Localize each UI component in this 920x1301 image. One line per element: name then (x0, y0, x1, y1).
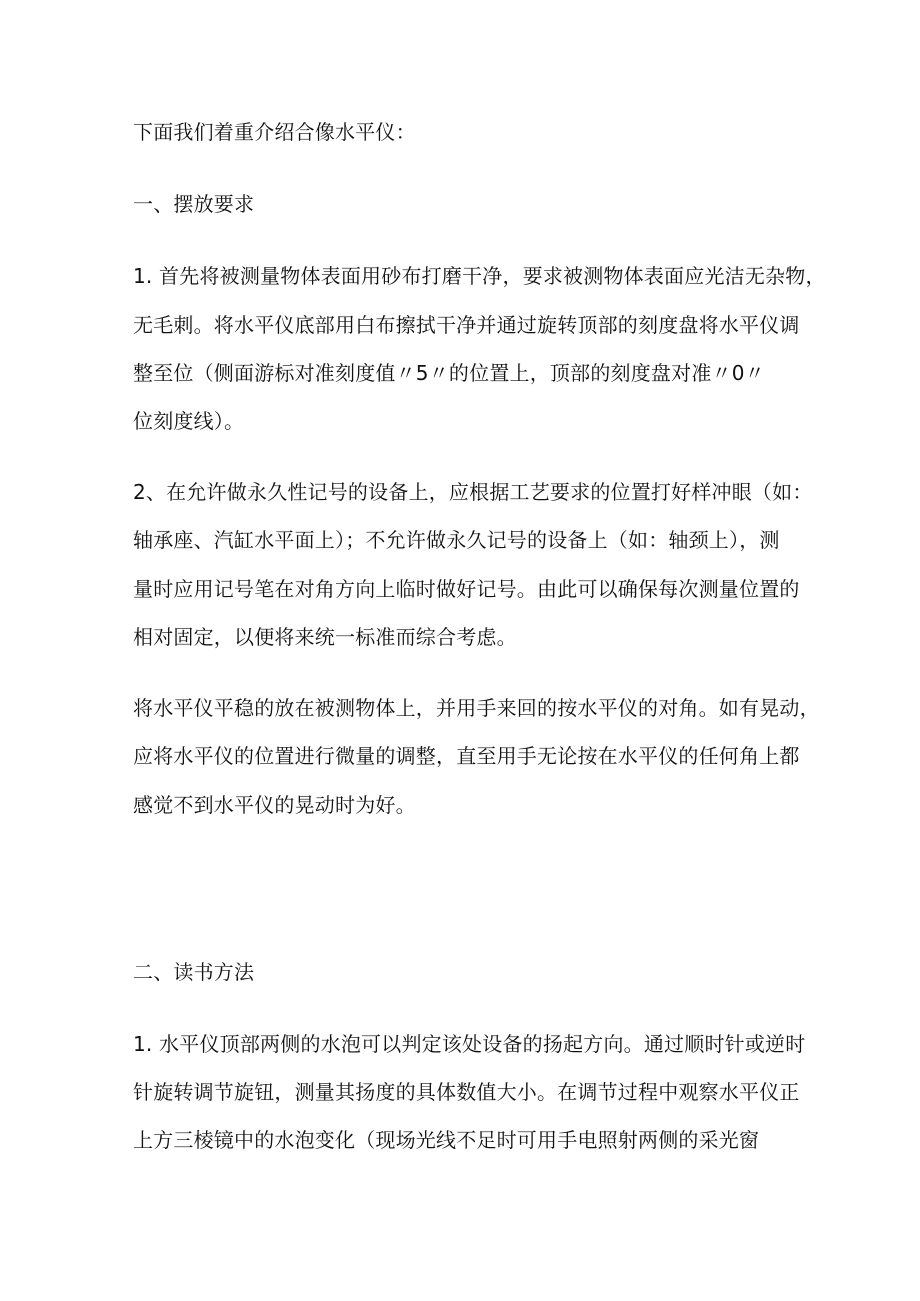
paragraph-line: 1. 水平仪顶部两侧的水泡可以判定该处设备的扬起方向。通过顺时针或逆时 (133, 1032, 806, 1056)
paragraph-line: 针旋转调节旋钮，测量其扬度的具体数值大小。在调节过程中观察水平仪正 (133, 1080, 800, 1104)
section1-heading: 一、摆放要求 (133, 192, 255, 216)
paragraph-line: 上方三棱镜中的水泡变化（现场光线不足时可用手电照射两侧的采光窗 (133, 1128, 760, 1152)
paragraph-line: 1. 首先将被测量物体表面用砂布打磨干净，要求被测物体表面应光洁无杂物， (133, 264, 826, 288)
paragraph-line: 相对固定，以便将来统一标准而综合考虑。 (133, 625, 517, 649)
paragraph-line: 将水平仪平稳的放在被测物体上，并用手来回的按水平仪的对角。如有晃动， (133, 696, 820, 720)
paragraph-line: 无毛刺。将水平仪底部用白布擦拭干净并通过旋转顶部的刻度盘将水平仪调 (133, 313, 800, 337)
paragraph-line: 位刻度线）。 (133, 409, 245, 433)
paragraph-line: 整至位（侧面游标对准刻度值〃5〃的位置上，顶部的刻度盘对准〃0〃 (133, 361, 765, 385)
paragraph-line: 轴承座、汽缸水平面上）；不允许做永久记号的设备上（如：轴颈上），测 (133, 528, 780, 552)
section2-heading: 二、读书方法 (133, 960, 255, 984)
paragraph-line: 应将水平仪的位置进行微量的调整，直至用手无论按在水平仪的任何角上都 (133, 744, 800, 768)
intro-text: 下面我们着重介绍合像水平仪： (133, 120, 416, 144)
paragraph-line: 感觉不到水平仪的晃动时为好。 (133, 793, 416, 817)
paragraph-line: 量时应用记号笔在对角方向上临时做好记号。由此可以确保每次测量位置的 (133, 577, 800, 601)
paragraph-line: 2、在允许做永久性记号的设备上，应根据工艺要求的位置打好样冲眼（如： (133, 480, 813, 504)
